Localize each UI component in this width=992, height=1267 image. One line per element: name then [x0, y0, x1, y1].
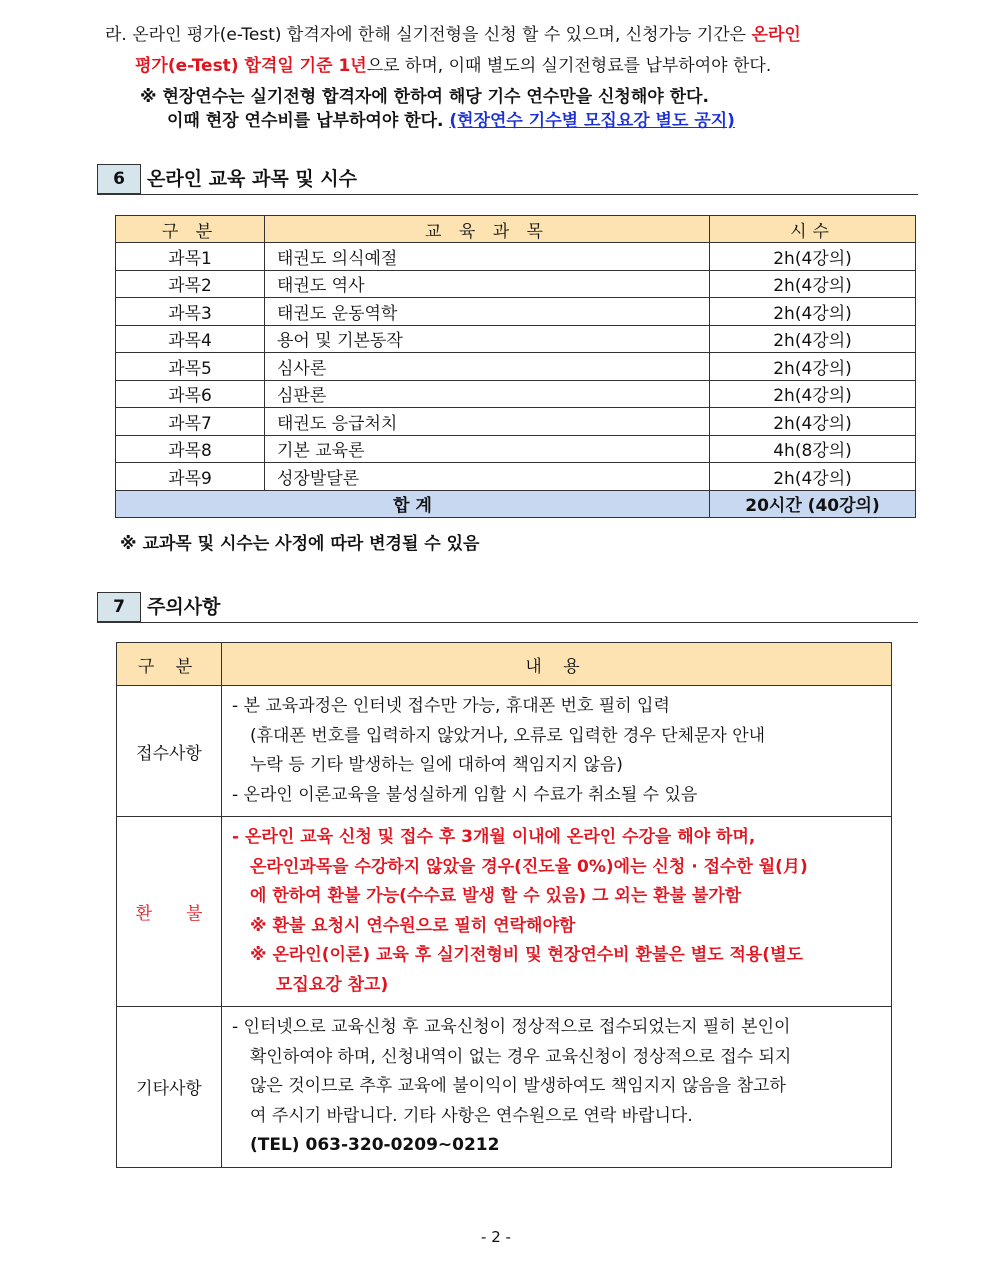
- intro-line-1: 라. 온라인 평가(e-Test) 합격자에 한해 실기전형을 신청 할 수 있으며, 신청가능 기간은 온라인: [105, 25, 801, 45]
- row-course: 심판론: [265, 380, 710, 408]
- row-course: 용어 및 기본동작: [265, 325, 710, 353]
- reception-label: 접수사항: [117, 686, 222, 817]
- row-hours: 2h(4강의): [710, 298, 916, 326]
- header-category: 구 분: [117, 643, 222, 686]
- other-row: [117, 1007, 892, 1168]
- table-row: [116, 353, 916, 381]
- row-course: 태권도 역사: [265, 270, 710, 298]
- row-category: 과목3: [116, 298, 265, 326]
- row-course: 태권도 의식예절: [265, 243, 710, 271]
- refund-row: [117, 817, 892, 1007]
- section-6-title: 온라인 교육 과목 및 시수: [147, 168, 357, 190]
- course-table: [115, 215, 916, 518]
- table-row: [116, 380, 916, 408]
- row-hours: 2h(4강의): [710, 353, 916, 381]
- table-row: [116, 243, 916, 271]
- section-7-number: 7: [97, 592, 141, 622]
- row-course: 태권도 응급처치: [265, 408, 710, 436]
- row-hours: 2h(4강의): [710, 463, 916, 491]
- reception-row: [117, 686, 892, 817]
- row-category: 과목8: [116, 435, 265, 463]
- header-category: 구 분: [116, 216, 265, 243]
- row-hours: 2h(4강의): [710, 270, 916, 298]
- row-course: 심사론: [265, 353, 710, 381]
- row-course: 성장발달론: [265, 463, 710, 491]
- intro-note-2: 이때 현장 연수비를 납부하여야 한다. (현장연수 기수별 모집요강 별도 공지): [167, 111, 735, 131]
- row-category: 과목4: [116, 325, 265, 353]
- intro-note-1: ※ 현장연수는 실기전형 합격자에 한하여 해당 기수 연수만을 신청해야 한다.: [140, 87, 709, 107]
- row-category: 과목2: [116, 270, 265, 298]
- refund-label: 환 불: [117, 817, 222, 1007]
- total-value: 20시간 (40강의): [710, 490, 916, 518]
- reception-content: - 본 교육과정은 인터넷 접수만 가능, 휴대폰 번호 필히 입력 (휴대폰 번호를 입력하지 않았거나, 오류로 입력한 경우 단체문자 안내 누락 등 기타 발생하는 일에 대하여 책임지지 않음) - 온라인 이론교육을 불성실하게 임할 시 수료가 취소될 수 있음: [222, 686, 892, 817]
- course-footnote: ※ 교과목 및 시수는 사정에 따라 변경될 수 있음: [120, 534, 480, 554]
- header-content: 내 용: [222, 643, 892, 686]
- other-content: - 인터넷으로 교육신청 후 교육신청이 정상적으로 접수되었는지 필히 본인이 확인하여야 하며, 신청내역이 없는 경우 교육신청이 정상적으로 접수 되지 않은 것이므로 추후 교육에 불이익이 발생하여도 책임지지 않음을 참고하 여 주시기 바랍니다. 기타 사항은 연수원으로 연락 바랍니다. (TEL) 063-320-0209~0212: [222, 1007, 892, 1168]
- table-row: [116, 298, 916, 326]
- page-number: - 2 -: [481, 1228, 511, 1246]
- table-row: [116, 408, 916, 436]
- row-category: 과목1: [116, 243, 265, 271]
- table-row: [116, 435, 916, 463]
- refund-content: - 온라인 교육 신청 및 접수 후 3개월 이내에 온라인 수강을 해야 하며, 온라인과목을 수강하지 않았을 경우(진도율 0%)에는 신청 · 접수한 월(月) 에 한하여 환불 가능(수수료 발생 할 수 있음) 그 외는 환불 불가함 ※ 환불 요청시 연수원으로 필히 연락해야함 ※ 온라인(이론) 교육 후 실기전형비 및 현장연수비 환불은 별도 적용(별도 모집요강 참고): [222, 817, 892, 1007]
- row-hours: 4h(8강의): [710, 435, 916, 463]
- row-hours: 2h(4강의): [710, 243, 916, 271]
- total-label: 합 계: [116, 490, 710, 518]
- row-hours: 2h(4강의): [710, 325, 916, 353]
- section-7-title: 주의사항: [147, 596, 221, 618]
- header-course: 교 육 과 목: [265, 216, 710, 243]
- total-row: [116, 490, 916, 518]
- notice-table: [116, 642, 892, 1168]
- other-label: 기타사항: [117, 1007, 222, 1168]
- row-hours: 2h(4강의): [710, 408, 916, 436]
- header-hours: 시수: [710, 216, 916, 243]
- table-row: [116, 463, 916, 491]
- intro-line-2: 평가(e-Test) 합격일 기준 1년으로 하며, 이때 별도의 실기전형료를 납부하여야 한다.: [135, 56, 772, 76]
- section-6-header: [97, 164, 918, 195]
- table-row: [116, 325, 916, 353]
- notice-link[interactable]: (현장연수 기수별 모집요강 별도 공지): [449, 111, 735, 131]
- table-row: [116, 270, 916, 298]
- row-category: 과목5: [116, 353, 265, 381]
- course-table-header: [116, 216, 916, 243]
- section-7-header: [97, 592, 918, 623]
- row-category: 과목7: [116, 408, 265, 436]
- contact-tel: (TEL) 063-320-0209~0212: [250, 1135, 500, 1155]
- row-hours: 2h(4강의): [710, 380, 916, 408]
- row-category: 과목9: [116, 463, 265, 491]
- section-6-number: 6: [97, 164, 141, 194]
- row-course: 기본 교육론: [265, 435, 710, 463]
- row-course: 태권도 운동역학: [265, 298, 710, 326]
- notice-table-header: [117, 643, 892, 686]
- row-category: 과목6: [116, 380, 265, 408]
